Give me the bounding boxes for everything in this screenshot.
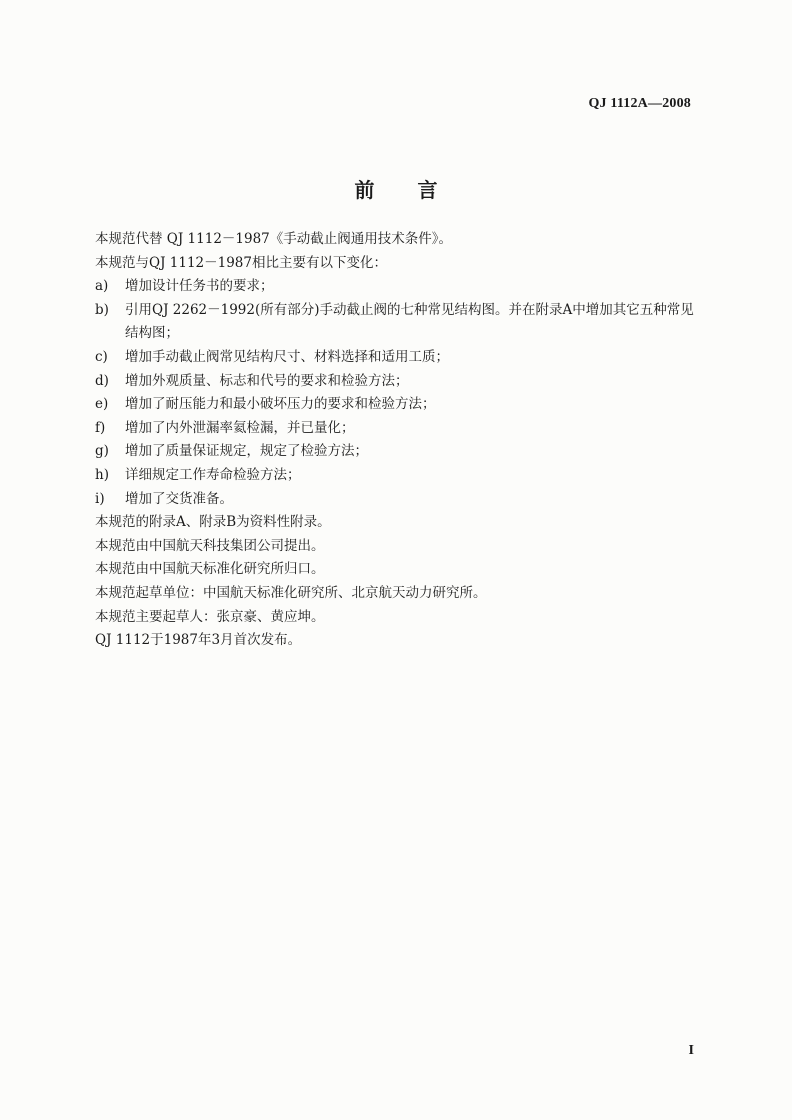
- list-text: 增加了耐压能力和最小破坏压力的要求和检验方法；: [125, 396, 436, 413]
- list-marker: e): [95, 396, 109, 413]
- list-text: 增加设计任务书的要求；: [125, 278, 274, 295]
- list-text: 增加了交货准备。: [125, 490, 233, 507]
- list-text: 增加手动截止阀常见结构尺寸、材料选择和适用工质；: [125, 348, 449, 365]
- list-marker: d): [95, 372, 109, 389]
- list-item-e: [95, 393, 705, 417]
- list-text: 详细规定工作寿命检验方法；: [125, 466, 301, 483]
- list-marker: i): [95, 490, 105, 507]
- outro-line-5: 本规范主要起草人：张京豪、黄应坤。: [95, 608, 325, 625]
- list-item-c: [95, 346, 705, 370]
- outro-line-2: 本规范由中国航天科技集团公司提出。: [95, 537, 325, 554]
- list-item-g: [95, 440, 705, 464]
- outro-line-4: 本规范起草单位：中国航天标准化研究所、北京航天动力研究所。: [95, 584, 487, 601]
- list-item-i: [95, 488, 705, 512]
- document-code: QJ 1112A—2008: [588, 96, 691, 111]
- list-item-h: [95, 464, 705, 488]
- list-item-b: [95, 299, 705, 323]
- outro-line-6: QJ 1112于1987年3月首次发布。: [95, 632, 302, 649]
- list-item-a: [95, 275, 705, 299]
- list-marker: h): [95, 466, 109, 483]
- list-item-f: [95, 417, 705, 441]
- page-title: 前 言: [354, 178, 456, 202]
- list-text: 增加了内外泄漏率氦检漏，并已量化；: [125, 419, 355, 436]
- list-marker: b): [95, 301, 109, 318]
- outro-line-1: 本规范的附录A、附录B为资料性附录。: [95, 514, 331, 531]
- list-marker: a): [95, 278, 109, 295]
- page-number: I: [688, 1043, 694, 1058]
- list-marker: g): [95, 443, 109, 460]
- intro-line-2: 本规范与QJ 1112－1987相比主要有以下变化：: [95, 254, 387, 271]
- preface-body: [95, 228, 705, 653]
- list-item-d: [95, 370, 705, 394]
- list-text: 增加外观质量、标志和代号的要求和检验方法；: [125, 372, 409, 389]
- list-item-b-continuation: 结构图；: [125, 325, 179, 342]
- list-text: 引用QJ 2262－1992(所有部分)手动截止阀的七种常见结构图。并在附录A中增加其它五种常见: [125, 301, 694, 318]
- list-marker: c): [95, 348, 108, 365]
- intro-line-1: 本规范代替 QJ 1112－1987《手动截止阀通用技术条件》。: [95, 231, 453, 247]
- list-text: 增加了质量保证规定，规定了检验方法；: [125, 443, 368, 460]
- outro-line-3: 本规范由中国航天标准化研究所归口。: [95, 561, 325, 578]
- list-marker: f): [95, 419, 106, 436]
